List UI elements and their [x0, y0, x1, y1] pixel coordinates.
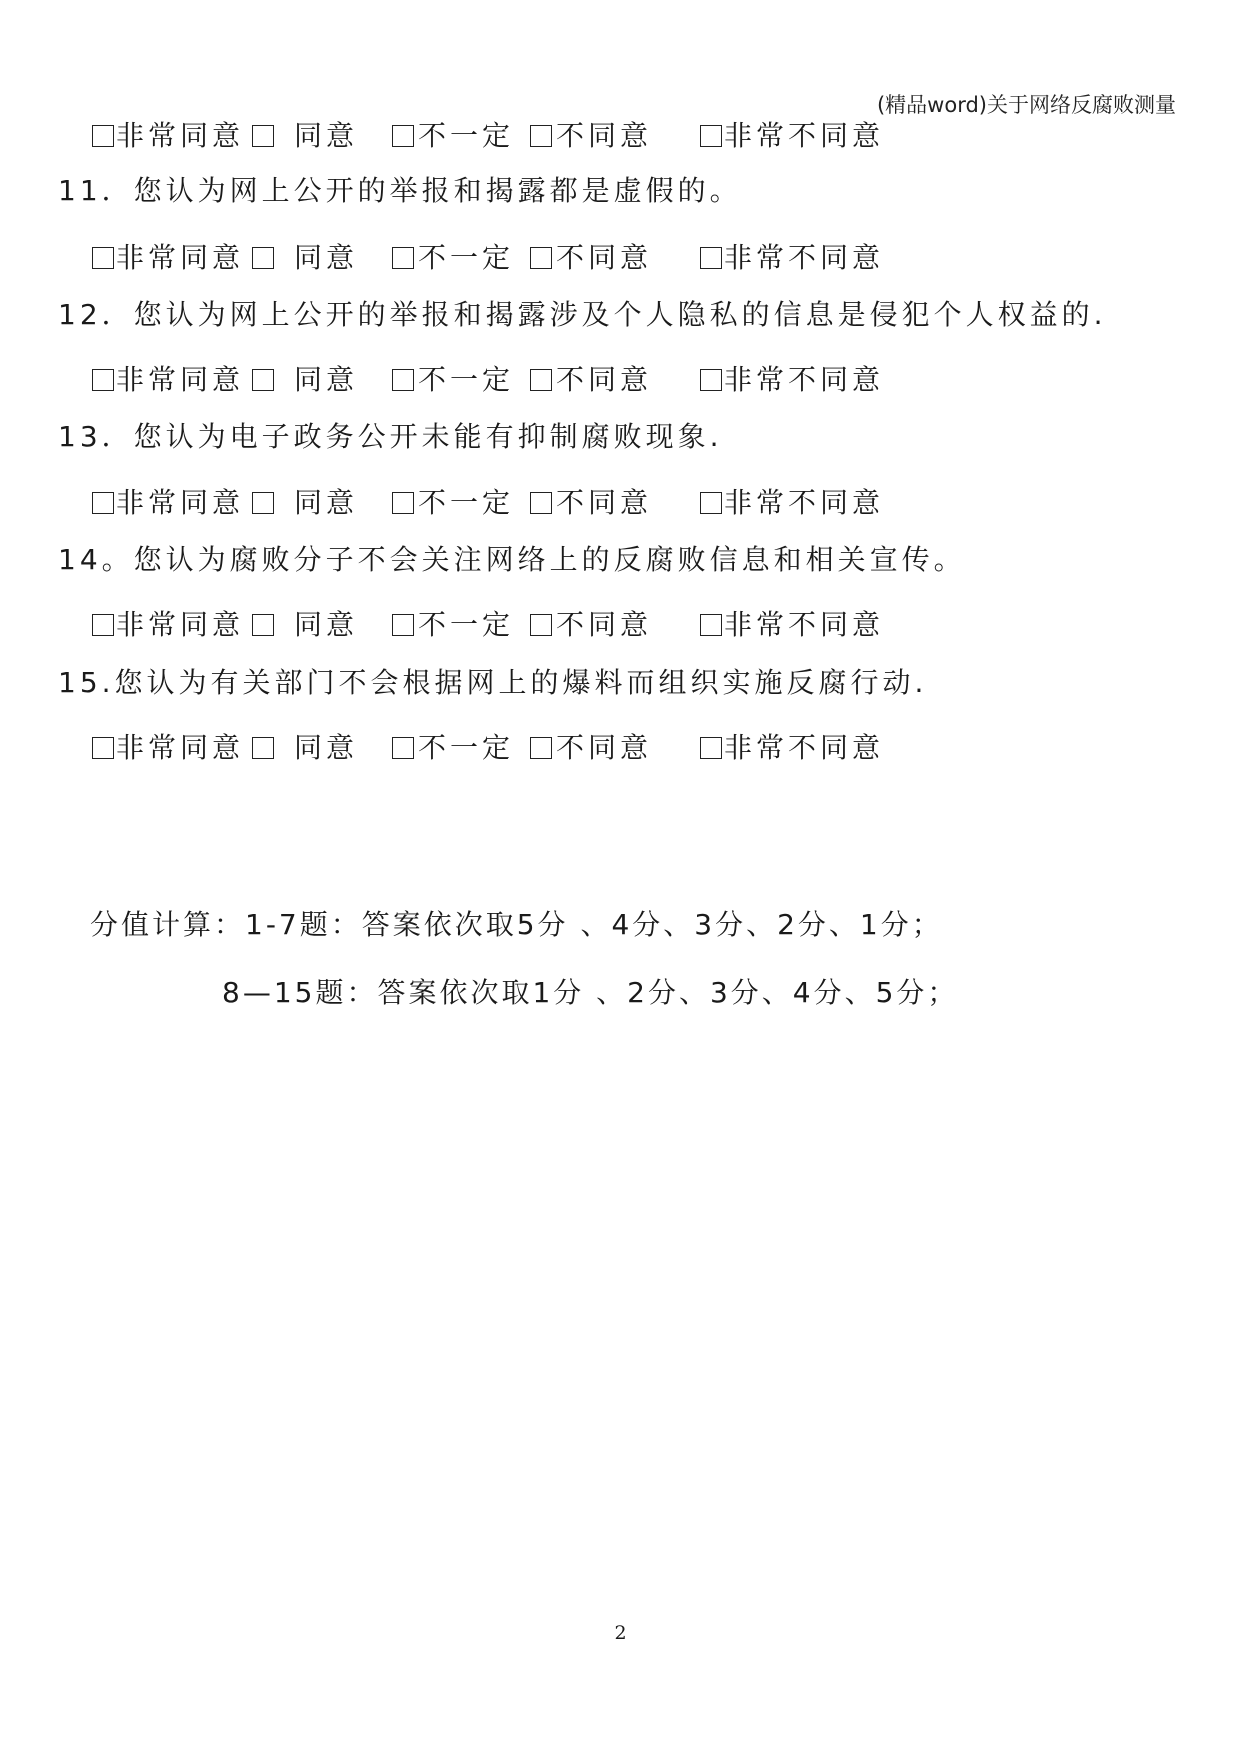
- checkbox-strongly-agree[interactable]: [92, 485, 114, 521]
- option-label: 不一定: [418, 486, 515, 519]
- option-label: 不一定: [418, 119, 515, 152]
- question-14: 14。您认为腐败分子不会关注网络上的反腐败信息和相关宣传。: [58, 543, 966, 576]
- option-label: 同意: [294, 363, 359, 396]
- option-label: 不同意: [556, 608, 653, 641]
- option-label: 不同意: [556, 119, 653, 152]
- option-label: 不同意: [556, 241, 653, 274]
- option-label: 非常同意: [116, 731, 245, 764]
- option-label: 同意: [294, 608, 359, 641]
- question-11: 11．您认为网上公开的举报和揭露都是虚假的。: [58, 174, 742, 207]
- option-label: 同意: [294, 119, 359, 152]
- option-label: 非常不同意: [724, 119, 885, 152]
- question-12: 12．您认为网上公开的举报和揭露涉及个人隐私的信息是侵犯个人权益的.: [58, 298, 1107, 331]
- checkbox-agree[interactable]: [252, 485, 274, 521]
- option-label: 同意: [294, 486, 359, 519]
- option-label: 不一定: [418, 731, 515, 764]
- option-label: 不一定: [418, 608, 515, 641]
- checkbox-disagree[interactable]: [530, 485, 552, 521]
- option-label: 同意: [294, 241, 359, 274]
- question-13: 13．您认为电子政务公开未能有抑制腐败现象.: [58, 420, 723, 453]
- checkbox-agree[interactable]: [252, 607, 274, 643]
- option-label: 不同意: [556, 363, 653, 396]
- checkbox-uncertain[interactable]: [392, 607, 414, 643]
- option-label: 不同意: [556, 731, 653, 764]
- checkbox-uncertain[interactable]: [392, 730, 414, 766]
- checkbox-disagree[interactable]: [530, 362, 552, 398]
- option-label: 不一定: [418, 363, 515, 396]
- option-label: 不一定: [418, 241, 515, 274]
- checkbox-strongly-disagree[interactable]: [700, 118, 722, 154]
- checkbox-uncertain[interactable]: [392, 118, 414, 154]
- option-label: 非常不同意: [724, 363, 885, 396]
- scoring-line-1: 分值计算：1-7题：答案依次取5分 、4分、3分、2分、1分；: [90, 908, 943, 941]
- checkbox-disagree[interactable]: [530, 118, 552, 154]
- option-label: 不同意: [556, 486, 653, 519]
- checkbox-agree[interactable]: [252, 240, 274, 276]
- option-label: 非常同意: [116, 119, 245, 152]
- page-header: (精品word)关于网络反腐败测量: [876, 93, 1176, 117]
- checkbox-strongly-disagree[interactable]: [700, 362, 722, 398]
- checkbox-agree[interactable]: [252, 362, 274, 398]
- checkbox-uncertain[interactable]: [392, 240, 414, 276]
- option-label: 非常不同意: [724, 731, 885, 764]
- checkbox-strongly-agree[interactable]: [92, 240, 114, 276]
- checkbox-strongly-disagree[interactable]: [700, 607, 722, 643]
- option-label: 非常不同意: [724, 608, 885, 641]
- option-label: 非常不同意: [724, 486, 885, 519]
- question-15: 15.您认为有关部门不会根据网上的爆料而组织实施反腐行动.: [58, 666, 928, 699]
- checkbox-uncertain[interactable]: [392, 485, 414, 521]
- page-number: 2: [614, 1622, 627, 1644]
- checkbox-strongly-agree[interactable]: [92, 607, 114, 643]
- checkbox-strongly-agree[interactable]: [92, 362, 114, 398]
- checkbox-disagree[interactable]: [530, 730, 552, 766]
- checkbox-disagree[interactable]: [530, 240, 552, 276]
- checkbox-strongly-disagree[interactable]: [700, 240, 722, 276]
- checkbox-strongly-disagree[interactable]: [700, 730, 722, 766]
- scoring-line-2: 8—15题：答案依次取1分 、2分、3分、4分、5分；: [222, 976, 959, 1009]
- checkbox-strongly-disagree[interactable]: [700, 485, 722, 521]
- checkbox-strongly-agree[interactable]: [92, 118, 114, 154]
- option-label: 非常同意: [116, 486, 245, 519]
- checkbox-agree[interactable]: [252, 730, 274, 766]
- option-label: 同意: [294, 731, 359, 764]
- option-label: 非常同意: [116, 608, 245, 641]
- checkbox-uncertain[interactable]: [392, 362, 414, 398]
- checkbox-agree[interactable]: [252, 118, 274, 154]
- checkbox-strongly-agree[interactable]: [92, 730, 114, 766]
- option-label: 非常同意: [116, 363, 245, 396]
- option-label: 非常不同意: [724, 241, 885, 274]
- checkbox-disagree[interactable]: [530, 607, 552, 643]
- option-label: 非常同意: [116, 241, 245, 274]
